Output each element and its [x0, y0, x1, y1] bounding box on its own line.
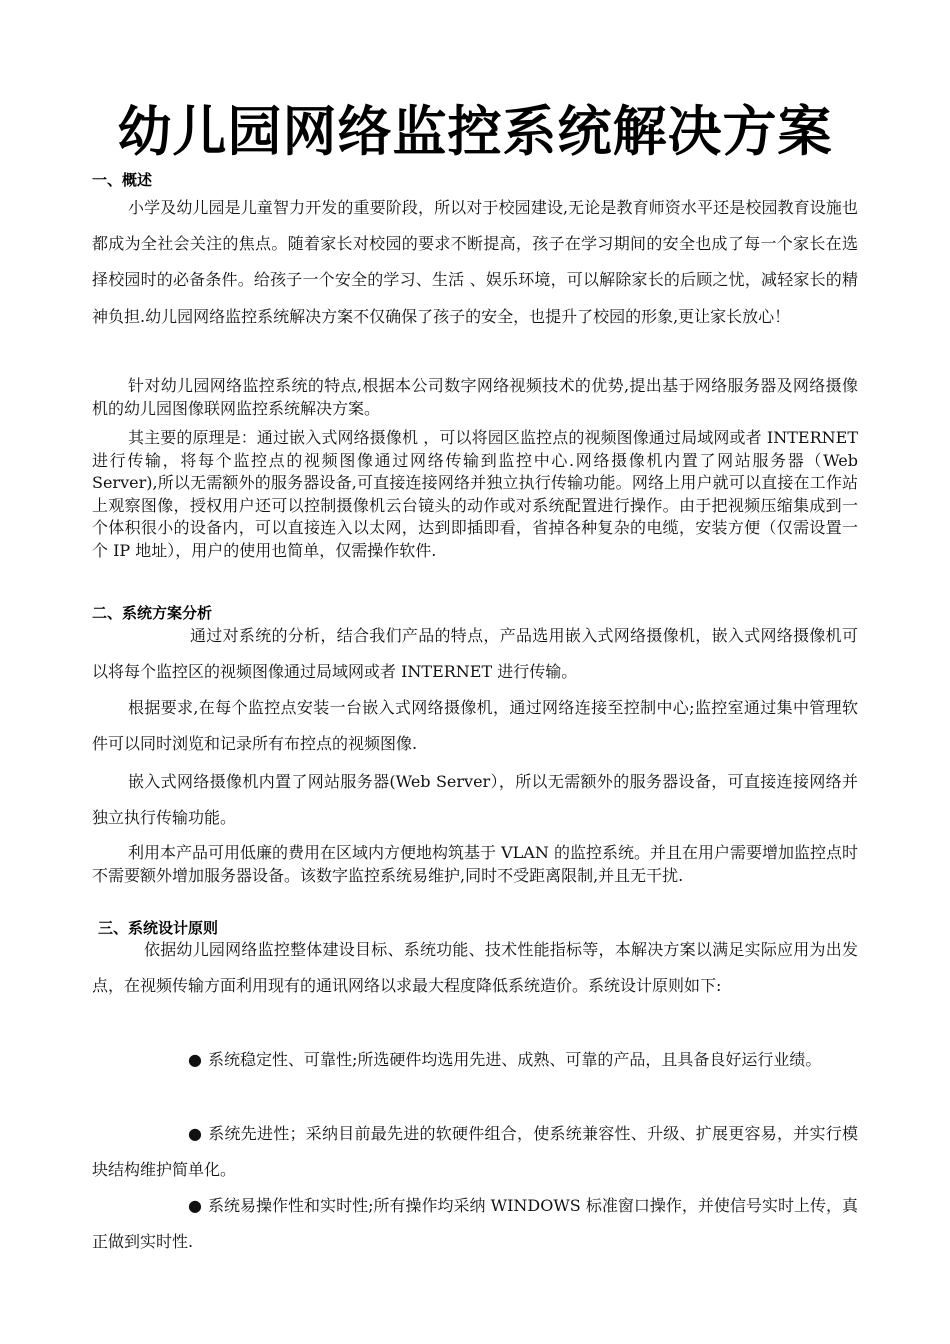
bullet-item	[92, 1188, 858, 1260]
document-title: 幼儿园网络监控系统解决方案	[117, 100, 833, 163]
bullet-icon: ●	[188, 1050, 202, 1069]
paragraph: 针对幼儿园网络监控系统的特点,根据本公司数字网络视频技术的优势,提出基于网络服务器及网络摄像机的幼儿园图像联网监控系统解决方案。	[92, 376, 858, 418]
paragraph: 嵌入式网络摄像机内置了网站服务器(Web Server），所以无需额外的服务器设备，可直接连接网络并独立执行传输功能。	[92, 772, 858, 828]
paragraph: 通过对系统的分析，结合我们产品的特点，产品选用嵌入式网络摄像机，嵌入式网络摄像机可以将每个监控区的视频图像通过局域网或者 INTERNET 进行传输。	[92, 626, 858, 682]
paragraph: 依据幼儿园网络监控整体建设目标、系统功能、技术性能指标等，本解决方案以满足实际应用为出发点，在视频传输方面利用现有的通讯网络以求最大程度降低系统造价。系统设计原则如下:	[92, 940, 858, 996]
bullet-icon: ●	[188, 1196, 202, 1215]
bullet-text: 系统先进性；采纳目前最先进的软硬件组合，使系统兼容性、升级、扩展更容易，并实行模块结构维护简单化。	[92, 1124, 858, 1180]
section-heading-analysis: 二、系统方案分析	[92, 604, 213, 622]
bullet-text: 系统易操作性和实时性;所有操作均采纳 WINDOWS 标准窗口操作，并使信号实时上传，真正做到实时性.	[92, 1196, 858, 1252]
paragraph: 其主要的原理是：通过嵌入式网络摄像机 ，可以将园区监控点的视频图像通过局域网或者 INTERNET 进行传输，将每个监控点的视频图像通过网络传输到监控中心.网络摄像机内置了网站服务器（Web Server),所以无需额外的服务器设备,可直接连接网络并独立执行传输功能。网络上用户就可以直接在工作站上观察图像，授权用户还可以控制摄像机云台镜头的动作或对系统配置进行操作。由于把视频压缩集成到一个体积很小的设备内，可以直接连入以太网，达到即插即看，省掉各种复杂的电缆，安装方便（仅需设置一个 IP 地址），用户的使用也简单，仅需操作软件.	[92, 428, 858, 560]
paragraph: 根据要求,在每个监控点安装一台嵌入式网络摄像机，通过网络连接至控制中心;监控室通过集中管理软件可以同时浏览和记录所有布控点的视频图像.	[92, 698, 858, 754]
section-heading-principles: 三、系统设计原则	[98, 919, 219, 937]
bullet-item	[92, 1116, 858, 1188]
bullet-text: 系统稳定性、可靠性;所选硬件均选用先进、成熟、可靠的产品，且具备良好运行业绩。	[208, 1050, 822, 1069]
bullet-item	[92, 1042, 858, 1078]
section-heading-overview: 一、概述	[92, 171, 153, 189]
paragraph: 小学及幼儿园是儿童智力开发的重要阶段，所以对于校园建设,无论是教育师资水平还是校园教育设施也都成为全社会关注的焦点。随着家长对校园的要求不断提高，孩子在学习期间的安全也成了每一个家长在选择校园时的必备条件。给孩子一个安全的学习、生活 、娱乐环境，可以解除家长的后顾之忧，减轻家长的精神负担.幼儿园网络监控系统解决方案不仅确保了孩子的安全，也提升了校园的形象,更让家长放心！	[92, 198, 858, 326]
paragraph: 利用本产品可用低廉的费用在区域内方便地构筑基于 VLAN 的监控系统。并且在用户需要增加监控点时不需要额外增加服务器设备。该数字监控系统易维护,同时不受距离限制,并且无干扰.	[92, 843, 858, 885]
bullet-icon: ●	[188, 1124, 202, 1143]
